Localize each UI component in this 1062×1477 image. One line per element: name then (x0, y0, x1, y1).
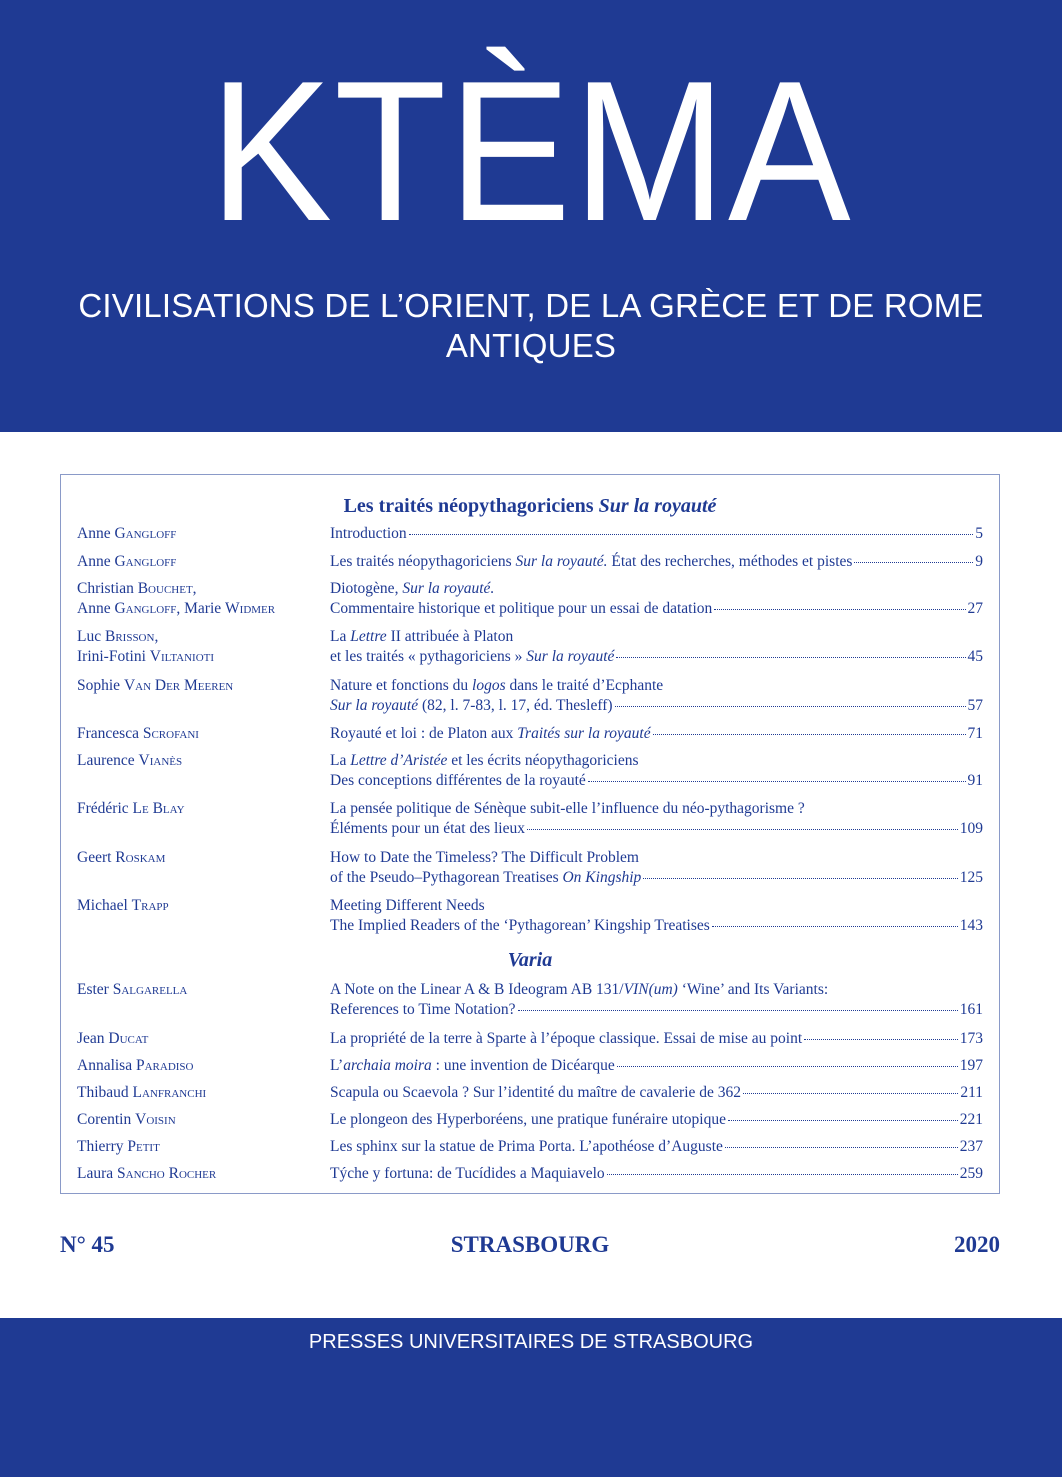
toc-author: Laura Sancho Rocher (77, 1165, 217, 1182)
toc-page-number: 221 (959, 1111, 983, 1128)
toc-author: Frédéric Le Blay (77, 800, 185, 817)
toc-title: Nature et fonctions du logos dans le traité d’Ecphante (330, 677, 664, 694)
toc-page-number: 71 (967, 725, 983, 742)
toc-author: Annalisa Paradiso (77, 1057, 194, 1074)
toc-title: Diotogène, Sur la royauté. (330, 580, 495, 597)
publisher-name: PRESSES UNIVERSITAIRES DE STRASBOURG (308, 1331, 754, 1353)
toc-subtitle: The Implied Readers of the ‘Pythagorean’ Kingship Treatises (330, 917, 710, 934)
toc-title: How to Date the Timeless? The Difficult Problem (330, 849, 639, 866)
toc-author: Corentin Voisin (77, 1111, 176, 1128)
toc-title: Les traités néopythagoriciens Sur la royauté. État des recherches, méthodes et pistes (330, 553, 853, 570)
toc-title: A Note on the Linear A & B Ideogram AB 131/VIN(um) ‘Wine’ and Its Variants: (330, 981, 829, 998)
toc-author: Anne Gangloff (77, 553, 177, 570)
toc-title: Les sphinx sur la statue de Prima Porta. L’apothéose d’Auguste (330, 1138, 723, 1155)
toc-page-number: 57 (967, 697, 983, 714)
toc-author: Thibaud Lanfranchi (77, 1084, 207, 1101)
toc-page-number: 211 (960, 1084, 983, 1101)
publication-city: STRASBOURG (450, 1232, 610, 1257)
toc-title: Týche y fortuna: de Tucídides a Maquiavelo (330, 1165, 605, 1182)
toc-subtitle: Des conceptions différentes de la royauté (330, 772, 586, 789)
toc-page-number: 259 (959, 1165, 983, 1182)
toc-page-number: 197 (959, 1057, 983, 1074)
toc-title: Introduction (330, 525, 407, 542)
toc-title: Royauté et loi : de Platon aux Traités sur la royauté (330, 725, 651, 742)
toc-author: Christian Bouchet, Anne Gangloff, Marie Widmer (77, 580, 276, 617)
journal-title: KTÈMA (209, 40, 853, 263)
toc-author: Francesca Scrofani (77, 725, 199, 742)
publication-year: 2020 (954, 1232, 1000, 1257)
toc-page-number: 9 (975, 553, 983, 570)
toc-title: Meeting Different Needs (330, 897, 485, 914)
toc-page-number: 109 (959, 820, 983, 837)
toc-author: Anne Gangloff (77, 525, 177, 542)
toc-title: La Lettre d’Aristée et les écrits néopythagoriciens (330, 752, 639, 769)
toc-title: Le plongeon des Hyperboréens, une pratique funéraire utopique (330, 1111, 726, 1128)
section-heading-varia: Varia (507, 949, 553, 971)
toc-page-number: 27 (967, 600, 983, 617)
toc-page-number: 91 (967, 772, 983, 789)
toc-subtitle: Éléments pour un état des lieux (330, 820, 525, 837)
toc-page-number: 237 (959, 1138, 983, 1155)
toc-subtitle: Commentaire historique et politique pour un essai de datation (330, 600, 713, 617)
toc-author: Jean Ducat (77, 1030, 149, 1047)
toc-author: Ester Salgarella (77, 981, 188, 998)
issue-number: N° 45 (60, 1232, 115, 1257)
toc-page-number: 125 (959, 869, 983, 886)
cover-top-band (0, 0, 1062, 432)
toc-author: Laurence Vianès (77, 752, 183, 769)
toc-author: Thierry Petit (77, 1138, 160, 1155)
toc-subtitle: et les traités « pythagoriciens » Sur la royauté (330, 648, 615, 665)
toc-page-number: 143 (959, 917, 983, 934)
toc-title: La pensée politique de Sénèque subit-elle l’influence du néo-pythagorisme ? (330, 800, 805, 817)
toc-author: Michael Trapp (77, 897, 169, 914)
issue-info-row (60, 1230, 1000, 1260)
table-of-contents (60, 474, 1000, 1194)
toc-page-number: 5 (975, 525, 983, 542)
toc-title: La Lettre II attribuée à Platon (330, 628, 514, 645)
toc-title: L’archaia moira : une invention de Dicéarque (330, 1057, 615, 1074)
toc-author: Sophie Van Der Meeren (77, 677, 234, 694)
toc-author: Luc Brisson, Irini-Fotini Viltanioti (77, 628, 215, 665)
toc-subtitle: of the Pseudo–Pythagorean Treatises On Kingship (330, 869, 642, 886)
section-heading-royaute: Les traités néopythagoriciens Sur la royauté (343, 495, 717, 517)
toc-title: La propriété de la terre à Sparte à l’époque classique. Essai de mise au point (330, 1030, 803, 1047)
toc-page-number: 173 (959, 1030, 983, 1047)
toc-author: Geert Roskam (77, 849, 166, 866)
toc-page-number: 45 (967, 648, 983, 665)
journal-subtitle: CIVILISATIONS DE L’ORIENT, DE LA GRÈCE ET DE ROME ANTIQUES (78, 287, 984, 364)
toc-subtitle: References to Time Notation? (330, 1001, 516, 1018)
toc-page-number: 161 (959, 1001, 983, 1018)
toc-subtitle: Sur la royauté (82, l. 7-83, l. 17, éd. Thesleff) (330, 697, 613, 714)
toc-title: Scapula ou Scaevola ? Sur l’identité du maître de cavalerie de 362 (330, 1084, 742, 1101)
